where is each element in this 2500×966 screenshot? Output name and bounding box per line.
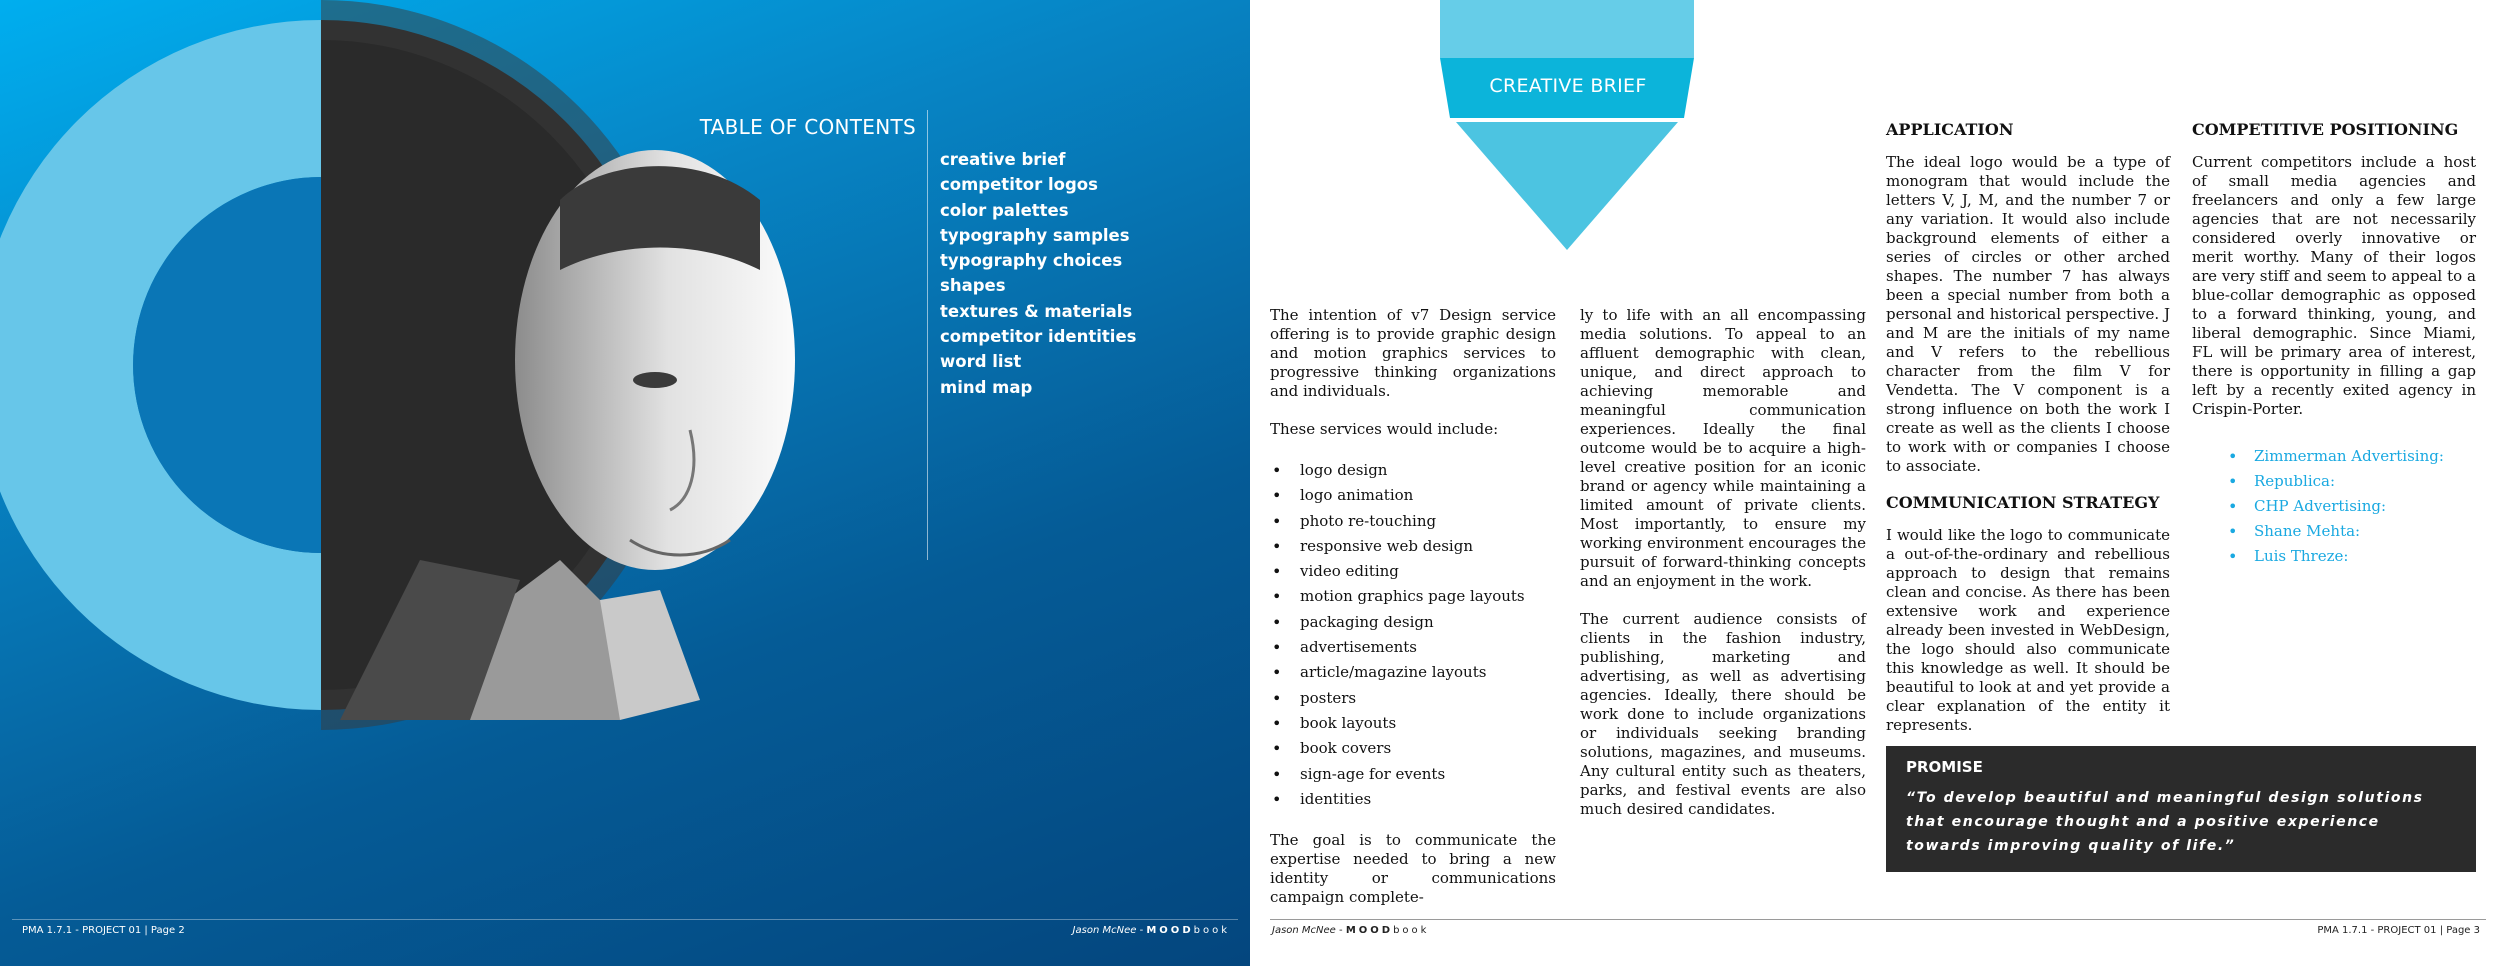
audience-paragraph: The current audience consists of clients in the fashion industry, publishing, marketing and advertising, as well as advertising agencies. Ideally, there should be work done to include organizations or individuals seeking branding solutions, magazines, and museums. Any cultural entity such as theaters, parks, and festival events are also much desired candidates. [1580,610,1866,818]
footer-author: Jason McNee [1272,925,1336,936]
toc-item[interactable]: textures & materials [940,301,1133,321]
toc-list [940,147,1136,400]
footer-divider [12,919,1238,920]
toc-item[interactable]: creative brief [940,150,1066,169]
competitive-paragraph: Current competitors include a host of small media agencies and freelancers and only a few large agencies that are not necessarily considered overly innovative or merit worthy. Many of their logos are very stiff and seem to appeal to a blue-collar demographic as opposed to a forward thinking, young, and liberal demographic. Since Miami, FL will be primary area of interest, there is opportunity in filling a gap left by a recently exited agency in Crispin-Porter. [2192,153,2476,418]
service-item: • advertisements [1270,635,1556,660]
goal-paragraph: The goal is to communicate the expertise needed to bring a new identity or communications campaign complete- [1270,831,1556,907]
toc-divider [927,110,928,560]
competitor-link[interactable]: • CHP Advertising: [2192,494,2476,519]
service-item: • motion graphics page layouts [1270,584,1556,609]
creative-brief-banner [1438,0,1698,260]
solutions-paragraph: ly to life with an all encompassing media solutions. To appeal to an affluent demographic with clean, unique, and direct approach to achieving memorable and meaningful communication experiences. Ideally the final outcome would be to acquire a high-level creative position for an iconic brand or agency while maintaining a limited amount of private clients. Most importantly, to ensure my working environment encourages the pursuit of forward-thinking concepts and an enjoyment in the work. [1580,306,1866,590]
service-item: • posters [1270,686,1556,711]
footer-page-label: PMA 1.7.1 - PROJECT 01 | Page 2 [22,925,185,936]
competitor-link[interactable]: • Zimmerman Advertising: [2192,444,2476,469]
footer-divider [1270,919,2486,920]
services-lead: These services would include: [1270,420,1499,438]
toc-item[interactable]: competitor logos [940,175,1098,195]
service-item: • identities [1270,787,1556,812]
intro-paragraph: The intention of v7 Design service offering is to provide graphic design and motion graphics services to progressive thinking organizations and individuals. [1270,306,1556,400]
strategy-heading: COMMUNICATION STRATEGY [1886,493,2160,512]
footer-separator: - [1335,925,1346,936]
footer-mood: MOOD [1345,925,1394,936]
application-heading: APPLICATION [1886,120,2014,139]
service-item: • responsive web design [1270,534,1556,559]
footer-brand [1073,925,1230,936]
competitor-link[interactable]: • Republica: [2192,469,2476,494]
application-paragraph: The ideal logo would be a type of monogram that would include the letters V, J, M, and the number 7 or any variation. It would also include background elements of either a series of circles or other arched shapes. The number 7 has always been a special number from both a personal and historical perspective. J and M are the initials of my name and V refers to the rebellious character from the film V for Vendetta. The V component is a strong influence on both the work I create as well as the clients I choose to work with or companies I choose to associate. [1886,153,2170,475]
footer-book: book [1193,925,1230,936]
footer-book: book [1393,925,1430,936]
toc-item[interactable]: word list [940,352,1022,372]
banner-label: CREATIVE BRIEF [1489,75,1647,97]
toc-title: TABLE OF CONTENTS [699,115,916,139]
service-item: • logo design [1270,458,1556,483]
service-item: • logo animation [1270,483,1556,508]
column-audience [1580,306,1866,819]
footer-separator: - [1136,925,1147,936]
toc-item[interactable]: shapes [940,276,1006,296]
service-item: • sign-age for events [1270,762,1556,787]
services-list [1270,458,1556,812]
strategy-paragraph: I would like the logo to communicate a out-of-the-ordinary and rebellious approach to design that remains clean and concise. As there has been extensive work and experience already been invested in WebDesign, the logo should also communicate this knowledge as well. It should be beautiful to look at and yet provide a clear explanation of the entity it represents. [1886,526,2170,734]
right-page [1250,0,2500,966]
footer-brand [1272,925,1429,936]
competitor-link[interactable]: • Luis Threze: [2192,544,2476,569]
toc-item[interactable]: typography samples [940,225,1130,245]
service-item: • book covers [1270,736,1556,761]
competitor-list [2192,444,2476,569]
footer-author: Jason McNee [1072,925,1137,936]
competitor-link[interactable]: • Shane Mehta: [2192,519,2476,544]
service-item: • article/magazine layouts [1270,660,1556,685]
promise-title: PROMISE [1906,758,1983,776]
toc-item[interactable]: typography choices [940,251,1123,271]
service-item: • photo re-touching [1270,509,1556,534]
service-item: • book layouts [1270,711,1556,736]
service-item: • video editing [1270,559,1556,584]
footer-page-label: PMA 1.7.1 - PROJECT 01 | Page 3 [2317,925,2480,936]
toc-item[interactable]: competitor identities [940,327,1137,347]
column-intro [1270,306,1556,907]
column-competitive [2192,119,2476,569]
toc-item[interactable]: mind map [940,377,1033,397]
competitive-heading: COMPETITIVE POSITIONING [2192,120,2459,139]
footer-mood: MOOD [1146,925,1194,936]
promise-quote: “To develop beautiful and meaningful design solutions that encourage thought and a positive experience towards improving quality of life.” [1906,790,2424,854]
column-application [1886,119,2170,735]
service-item: • packaging design [1270,610,1556,635]
promise-box [1886,746,2476,872]
toc-item[interactable]: color palettes [940,200,1069,220]
